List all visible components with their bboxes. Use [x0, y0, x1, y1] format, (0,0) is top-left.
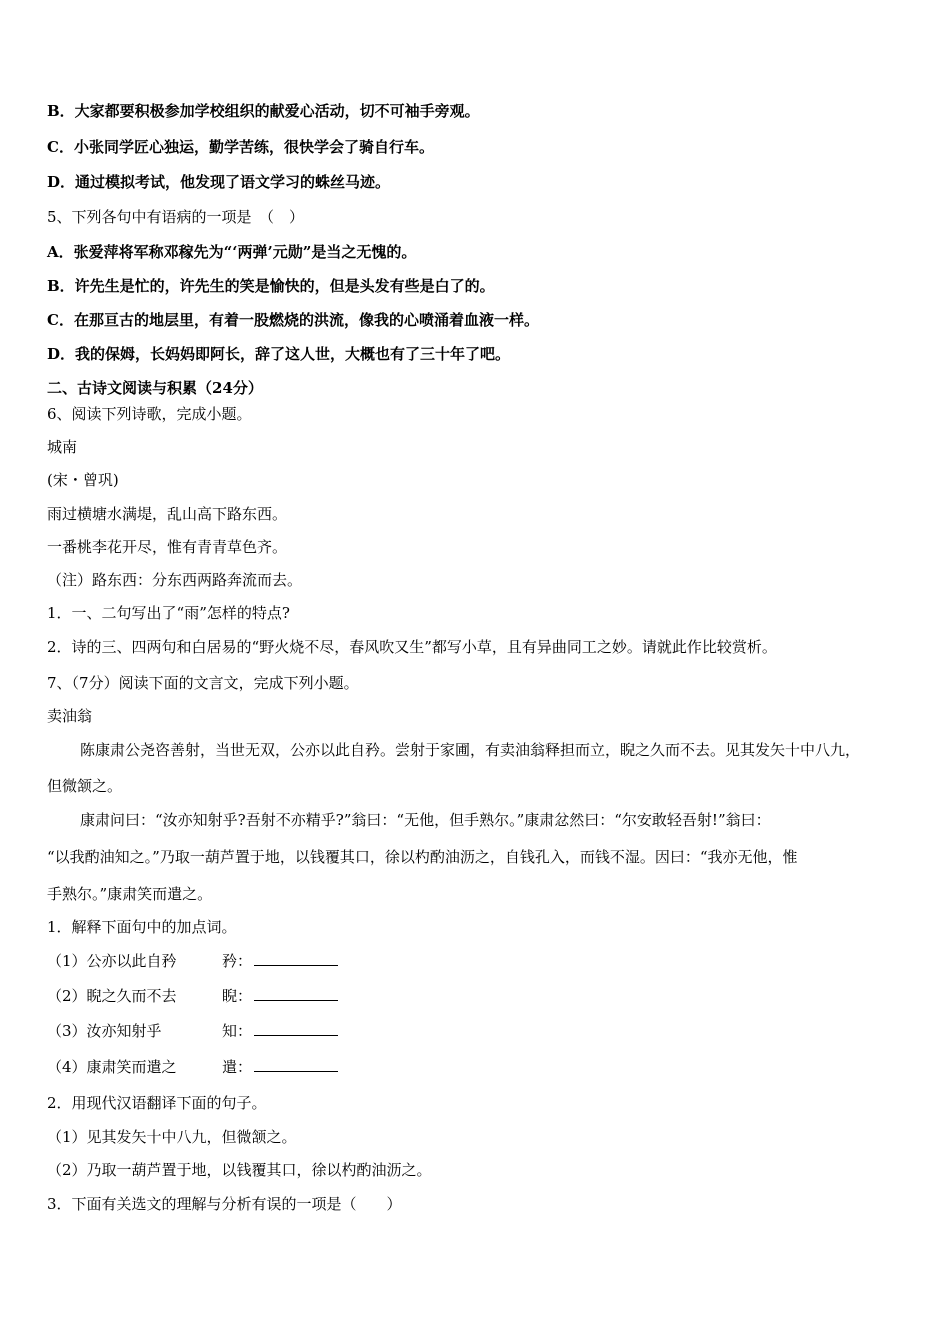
q7-sub1-item2: （2）睨之久而不去 — [47, 987, 177, 1005]
option-c: C．小张同学匠心独运，勤学苦练，很快学会了骑自行车。 — [47, 138, 434, 156]
passage-para2-line1: 康肃问曰：“汝亦知射乎?吾射不亦精乎?”翁曰：“无他，但手熟尔。”康肃忿然曰：“尔安敢轻吾射!”翁曰： — [80, 811, 771, 829]
q7-sub1-item3: （3）汝亦知射乎 — [47, 1022, 162, 1040]
passage-para2-line3: 手熟尔。”康肃笑而遣之。 — [47, 885, 213, 903]
answer-blank[interactable] — [254, 1021, 338, 1036]
section-2-title: 二、古诗文阅读与积累（24分） — [47, 379, 263, 397]
question-7-stem: 7、（7分）阅读下面的文言文，完成下列小题。 — [47, 674, 359, 692]
poem-line-1: 雨过横塘水满堤，乱山高下路东西。 — [47, 505, 288, 523]
answer-blank[interactable] — [254, 986, 338, 1001]
q5-option-b: B．许先生是忙的，许先生的笑是愉快的，但是头发有些是白了的。 — [47, 277, 495, 295]
q7-sub3-stem: 3．下面有关选文的理解与分析有误的一项是（ ） — [47, 1195, 402, 1213]
q7-sub2-item1: （1）见其发矢十中八九，但微颔之。 — [47, 1128, 297, 1146]
option-d: D．通过模拟考试，他发现了语文学习的蛛丝马迹。 — [47, 173, 391, 191]
passage-para1-line2: 但微颔之。 — [47, 777, 123, 795]
answer-word-label: 睨： — [222, 987, 253, 1005]
question-5-stem: 5、下列各句中有语病的一项是 （ ） — [47, 208, 305, 226]
q7-sub1-item4: （4）康肃笑而遣之 — [47, 1058, 177, 1076]
q7-sub1-answer3 — [222, 1021, 338, 1041]
passage-para2-line2: “以我酌油知之。”乃取一葫芦置于地，以钱覆其口，徐以杓酌油沥之，自钱孔入，而钱不湿。因曰：“我亦无他，惟 — [47, 848, 798, 866]
q5-option-a: A．张爱萍将军称邓稼先为“‘两弹’元勋”是当之无愧的。 — [47, 243, 417, 261]
passage-para1-line1: 陈康肃公尧咨善射，当世无双，公亦以此自矜。尝射于家圃，有卖油翁释担而立，睨之久而不去。见其发矢十中八九， — [80, 741, 861, 759]
poem-author: (宋・曾巩) — [47, 471, 119, 489]
q6-subquestion-1: 1．一、二句写出了“雨”怎样的特点? — [47, 604, 290, 622]
q7-sub1-answer2 — [222, 986, 338, 1006]
q7-sub1-item1: （1）公亦以此自矜 — [47, 952, 177, 970]
q7-sub1-answer4 — [222, 1057, 338, 1077]
poem-note: （注）路东西：分东西两路奔流而去。 — [47, 571, 303, 589]
answer-blank[interactable] — [254, 1057, 338, 1072]
answer-word-label: 矜： — [222, 952, 253, 970]
answer-word-label: 遣： — [222, 1058, 253, 1076]
answer-word-label: 知： — [222, 1022, 253, 1040]
q5-option-d: D．我的保姆，长妈妈即阿长，辞了这人世，大概也有了三十年了吧。 — [47, 345, 511, 363]
q7-sub1-answer1 — [222, 951, 338, 971]
q5-option-c: C．在那亘古的地层里，有着一股燃烧的洪流，像我的心喷涌着血液一样。 — [47, 311, 539, 329]
poem-line-2: 一番桃李花开尽，惟有青青草色齐。 — [47, 538, 288, 556]
q7-sub2-item2: （2）乃取一葫芦置于地，以钱覆其口，徐以杓酌油沥之。 — [47, 1161, 432, 1179]
q7-sub1-stem: 1．解释下面句中的加点词。 — [47, 918, 237, 936]
q7-sub2-stem: 2．用现代汉语翻译下面的句子。 — [47, 1094, 267, 1112]
poem-title: 城南 — [47, 438, 78, 456]
passage-title: 卖油翁 — [47, 707, 93, 725]
option-b: B．大家都要积极参加学校组织的献爱心活动，切不可袖手旁观。 — [47, 102, 480, 120]
question-6-stem: 6、阅读下列诗歌，完成小题。 — [47, 405, 252, 423]
q6-subquestion-2: 2．诗的三、四两句和白居易的“野火烧不尽，春风吹又生”都写小草，且有异曲同工之妙。请就此作比较赏析。 — [47, 638, 777, 656]
answer-blank[interactable] — [254, 951, 338, 966]
